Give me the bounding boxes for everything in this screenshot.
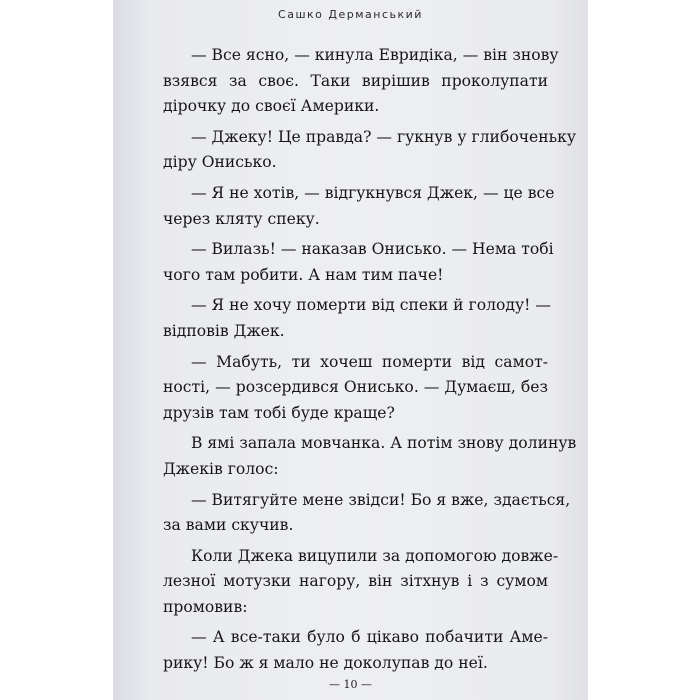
text-line: — Витягуйте мене звідси! Бо я вже, здається, xyxy=(191,490,571,509)
text-line: лезної мотузки нагору, він зітхнув і з сумом xyxy=(163,572,548,591)
book-page xyxy=(113,0,588,700)
text-line: Джеків голос: xyxy=(163,459,279,478)
paragraph xyxy=(163,237,554,288)
paragraph xyxy=(163,488,571,539)
paragraph xyxy=(163,293,551,344)
text-line: чого там робити. А нам тим паче! xyxy=(163,265,444,284)
text-line: — Мабуть, ти хочеш померти від самот- xyxy=(191,352,548,371)
text-line: взявся за своє. Таки вирішив проколупати xyxy=(163,71,548,90)
paragraph xyxy=(163,625,548,676)
text-line: промовив: xyxy=(163,597,248,616)
text-line: — Все ясно, — кинула Евридіка, — він знову xyxy=(191,46,559,64)
text-line: відповів Джек. xyxy=(163,321,285,340)
body-text xyxy=(163,43,577,677)
paragraph xyxy=(163,181,555,232)
text-line: через кляту спеку. xyxy=(163,209,320,228)
text-line: — Я не хочу померти від спеки й голоду! — xyxy=(191,296,551,315)
paragraph xyxy=(163,125,577,176)
text-line: друзів там тобі буде краще? xyxy=(163,403,395,422)
text-line: — Джеку! Це правда? — гукнув у глибоченьку xyxy=(191,127,577,146)
text-line: — Вилазь! — наказав Онисько. — Нема тобі xyxy=(191,240,554,259)
paragraph xyxy=(163,350,548,427)
paragraph xyxy=(163,431,577,482)
text-line: ності, — розсердився Онисько. — Думаєш, без xyxy=(163,378,548,397)
text-line: В ямі запала мовчанка. А потім знову долинув xyxy=(191,434,577,453)
running-header-author: Сашко Дерманський xyxy=(278,8,423,21)
paragraph xyxy=(163,544,559,621)
text-line: дірочку до своєї Америки. xyxy=(163,97,380,116)
text-line: — Я не хотів, — відгукнувся Джек, — це все xyxy=(191,183,555,202)
text-line: діру Онисько. xyxy=(163,153,277,172)
text-line: за вами скучив. xyxy=(163,516,294,535)
paragraph xyxy=(163,43,559,120)
page-number: — 10 — xyxy=(329,678,372,691)
text-line: — А все-таки було б цікаво побачити Аме- xyxy=(191,628,548,647)
text-line: рику! Бо ж я мало не доколупав до неї. xyxy=(163,654,488,673)
text-line: Коли Джека вицупили за допомогою довже- xyxy=(191,546,559,565)
